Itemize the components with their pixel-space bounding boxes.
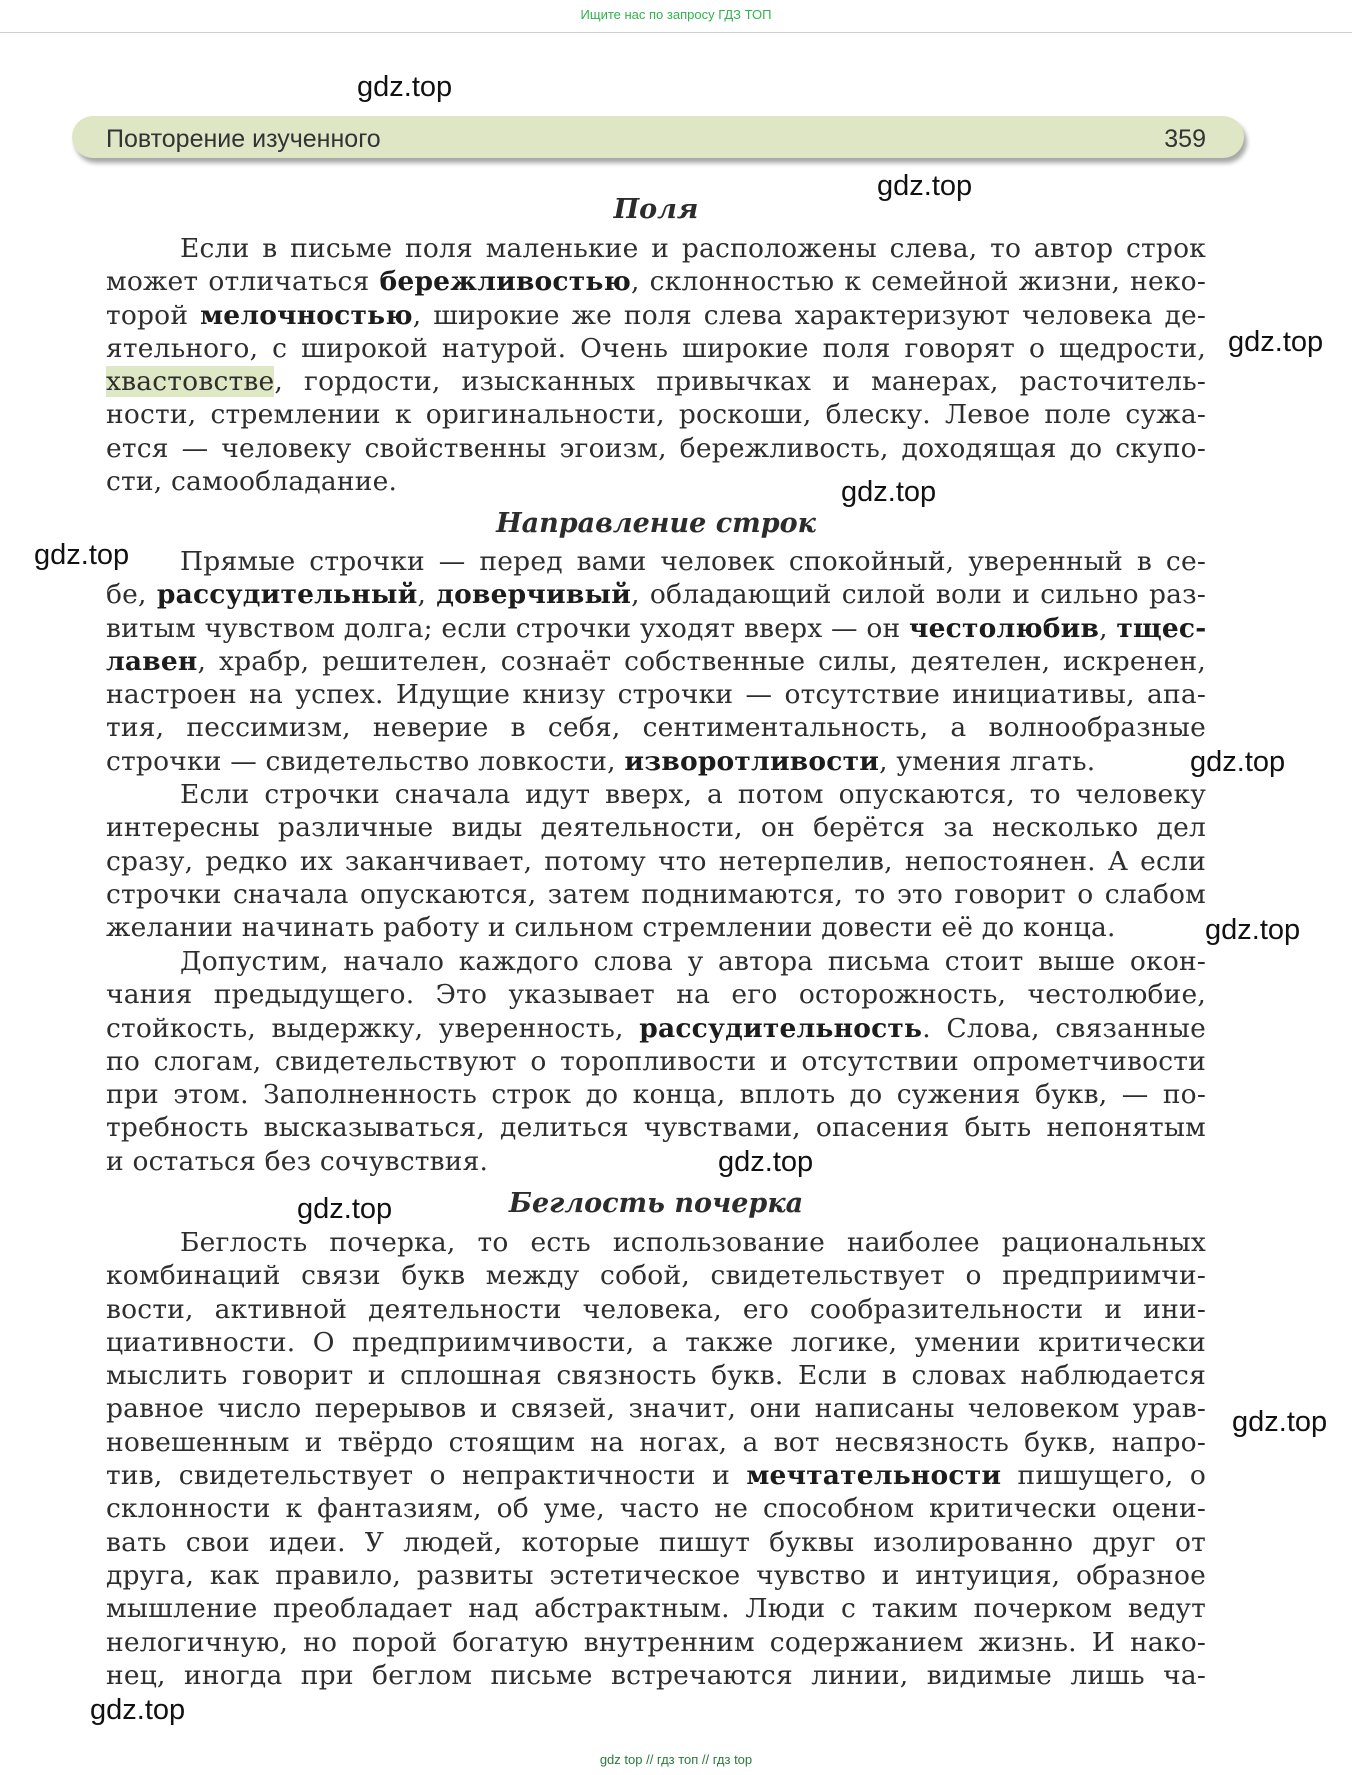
text-line: строчки сначала опускаются, затем поднимаются, то это говорит о слабом [106, 878, 1206, 910]
paragraph-direction-2 [106, 778, 1206, 944]
text-line: стойкость, выдержку, уверенность, рассудительность. Слова, связанные [106, 1012, 1206, 1044]
watermark: gdz.top [357, 71, 453, 103]
text-line: чания предыдущего. Это указывает на его осторожность, честолюбие, [106, 979, 1206, 1011]
bold-term: тщес- [1116, 612, 1207, 644]
paragraph-fluency [106, 1226, 1206, 1692]
text-line: хвастовстве, гордости, изысканных привычках и манерах, расточитель- [106, 366, 1206, 398]
text-line: интересны различные виды деятельности, он берётся за несколько дел [106, 812, 1206, 844]
text-line: новешенным и твёрдо стоящим на ногах, а вот несвязность букв, напро- [106, 1426, 1206, 1458]
bold-term: рассудительность [639, 1012, 923, 1044]
watermark: gdz.top [877, 170, 973, 202]
text-line: сти, самообладание. [106, 466, 398, 498]
paragraph-direction-1 [106, 545, 1206, 778]
section-heading-fluency: Беглость почерка [508, 1188, 804, 1219]
text-line: бе, рассудительный, доверчивый, обладающий силой воли и сильно раз- [106, 579, 1206, 611]
watermark: gdz.top [1228, 326, 1324, 358]
text-line: Если строчки сначала идут вверх, а потом опускаются, то человеку [180, 779, 1206, 810]
text-line: вать свои идеи. У людей, которые пишут буквы изолированно друг от [106, 1526, 1206, 1558]
text-line: ется — человеку свойственны эгоизм, бережливость, доходящая до скупо- [106, 432, 1206, 464]
text-line: нец, иногда при беглом письме встречаются линии, видимые лишь ча- [106, 1659, 1206, 1691]
watermark: gdz.top [90, 1694, 186, 1726]
text-line: вости, активной деятельности человека, его сообразительности и ини- [106, 1293, 1206, 1325]
bold-term: честолюбив [909, 612, 1100, 644]
text-line: равное число перерывов и связей, значит, они написаны человеком урав- [106, 1393, 1206, 1425]
running-header [72, 116, 1244, 158]
text-line: склонности к фантазиям, об уме, часто не способном критически оцени- [106, 1493, 1206, 1525]
bold-term: рассудительный [156, 579, 418, 611]
text-line: лавен, храбр, решителен, сознаёт собственные силы, деятелен, искренен, [106, 645, 1206, 677]
text-line: желании начинать работу и сильном стремлении довести её до конца. [106, 912, 1116, 944]
text-line: торой мелочностью, широкие же поля слева характеризуют человека де- [106, 299, 1206, 331]
text-line: при этом. Заполненность строк до конца, вплоть до сужения букв, — по- [106, 1079, 1206, 1111]
section-heading-margins: Поля [613, 194, 699, 225]
text-line: Если в письме поля маленькие и расположены слева, то автор строк [180, 233, 1206, 264]
bold-term: изворотливости [624, 745, 880, 777]
text-line: ятельного, с широкой натурой. Очень широкие поля говорят о щедрости, [106, 332, 1206, 364]
bold-term: бережливостью [379, 266, 631, 298]
text-line: мыслить говорит и сплошная связность букв. Если в словах наблюдается [106, 1360, 1206, 1392]
text-line: комбинаций связи букв между собой, свидетельствует о предприимчи- [106, 1260, 1206, 1292]
text-line: настроен на успех. Идущие книзу строчки — отсутствие инициативы, апа- [106, 679, 1206, 711]
section-heading-direction: Направление строк [496, 508, 816, 539]
paragraph-margins [106, 232, 1206, 498]
top-banner: Ищите нас по запросу ГДЗ ТОП [0, 0, 1352, 33]
paragraph-direction-3 [106, 945, 1206, 1178]
text-line: тия, пессимизм, неверие в себя, сентиментальность, а волнообразные [106, 712, 1206, 744]
watermark: gdz.top [297, 1193, 393, 1225]
text-line: Беглость почерка, то есть использование наиболее рациональных [180, 1227, 1206, 1258]
text-line: и остаться без сочувствия. [106, 1145, 489, 1177]
text-line: по слогам, свидетельствуют о торопливости и отсутствии опрометчивости [106, 1045, 1206, 1077]
text-line: может отличаться бережливостью, склонностью к семейной жизни, неко- [106, 266, 1206, 298]
text-line: Допустим, начало каждого слова у автора письма стоит выше окон- [180, 946, 1206, 977]
text-line: нелогичную, но порой богатую внутренним содержанием жизнь. И нако- [106, 1626, 1206, 1658]
text-line: строчки — свидетельство ловкости, изворотливости, умения лгать. [106, 745, 1096, 777]
text-line: требность высказываться, делиться чувствами, опасения быть непонятым [106, 1112, 1206, 1144]
text-line: сразу, редко их заканчивает, потому что нетерпелив, непостоянен. А если [106, 845, 1206, 877]
watermark: gdz.top [1190, 746, 1286, 778]
bold-term: лавен [106, 645, 198, 677]
text-line: друга, как правило, развиты эстетическое чувство и интуиция, образное [106, 1559, 1206, 1591]
text-line: витым чувством долга; если строчки уходят вверх — он честолюбив, тщес- [106, 612, 1207, 644]
bold-term: мелочностью [200, 299, 413, 331]
watermark: gdz.top [841, 476, 937, 508]
page-number: 359 [1164, 125, 1206, 153]
bold-term: доверчивый [436, 579, 632, 611]
watermark: gdz.top [34, 539, 130, 571]
text-line: циативности. О предприимчивости, а также логике, умении критически [106, 1326, 1206, 1358]
text-line: тив, свидетельствует о непрактичности и мечтательности пишущего, о [106, 1460, 1206, 1492]
watermark: gdz.top [718, 1146, 814, 1178]
watermark: gdz.top [1205, 914, 1301, 946]
text-line: ности, стремлении к оригинальности, роскоши, блеску. Левое поле сужа- [106, 399, 1206, 431]
bottom-footer: gdz top // гдз топ // гдз top [599, 1752, 753, 1767]
text-line: мышление преобладает над абстрактным. Люди с таким почерком ведут [106, 1593, 1206, 1625]
bold-term: мечтательности [746, 1460, 1002, 1492]
highlighted-word: хвастовстве [106, 366, 275, 398]
watermark: gdz.top [1232, 1406, 1328, 1438]
text-line: Прямые строчки — перед вами человек спокойный, уверенный в се- [180, 546, 1206, 577]
header-title: Повторение изученного [106, 125, 381, 153]
